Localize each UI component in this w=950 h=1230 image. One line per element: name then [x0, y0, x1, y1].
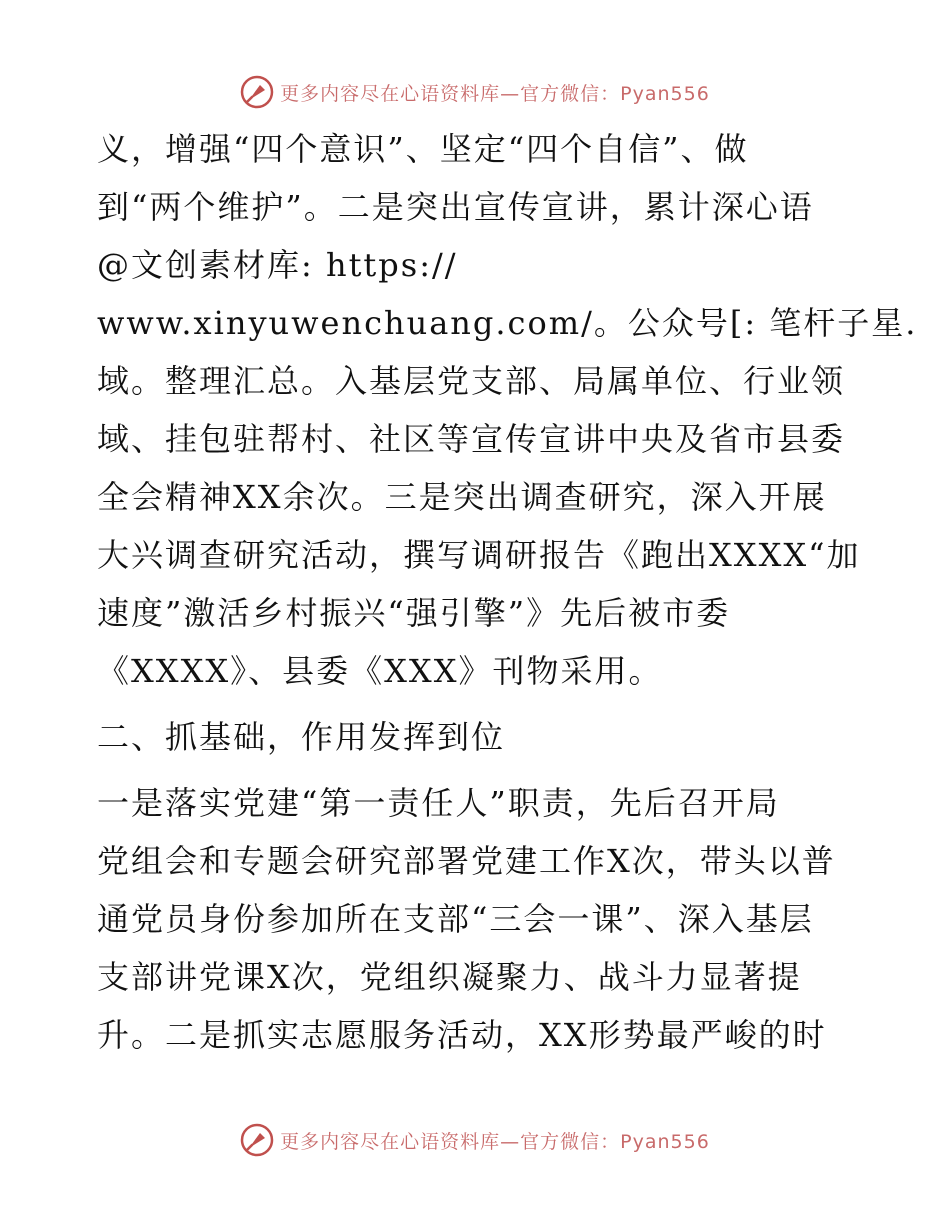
- text-line: 支部讲党课X次，党组织凝聚力、战斗力显著提: [97, 958, 802, 996]
- paragraph-1: [97, 120, 918, 700]
- text-line: 《XXXX》、县委《XXX》刊物采用。: [97, 652, 663, 690]
- text-line: 全会精神XX余次。三是突出调查研究，深入开展: [97, 478, 827, 516]
- text-line: 党组会和专题会研究部署党建工作X次，带头以普: [97, 842, 836, 880]
- text-line: 升。二是抓实志愿服务活动，XX形势最严峻的时: [97, 1016, 827, 1054]
- section-heading: 二、抓基础，作用发挥到位: [97, 718, 506, 756]
- footer-banner: [0, 1118, 950, 1162]
- document-body: [97, 120, 918, 1064]
- header-banner: [0, 70, 950, 114]
- banner-text: 更多内容尽在心语资料库—官方微信：Pyan556: [280, 82, 710, 105]
- pen-nib-icon: [240, 75, 274, 109]
- text-line: 大兴调查研究活动，撰写调研报告《跑出XXXX“加: [97, 536, 861, 574]
- text-line: @文创素材库: https://: [97, 246, 458, 284]
- text-line: 域、挂包驻帮村、社区等宣传宣讲中央及省市县委: [97, 420, 846, 458]
- text-line: 通党员身份参加所在支部“三会一课”、深入基层: [97, 900, 814, 938]
- text-line: 域。整理汇总。入基层党支部、局属单位、行业领: [97, 362, 846, 400]
- text-line: 到“两个维护”。二是突出宣传宣讲，累计深心语: [97, 188, 814, 226]
- paragraph-2: [97, 774, 867, 1064]
- text-line: www.xinyuwenchuang.com/。公众号[: 笔杆子星.: [97, 304, 918, 342]
- banner-text: 更多内容尽在心语资料库—官方微信：Pyan556: [280, 1130, 710, 1153]
- pen-nib-icon: [240, 1123, 274, 1157]
- text-line: 一是落实党建“第一责任人”职责，先后召开局: [97, 784, 780, 822]
- text-line: 义，增强“四个意识”、坚定“四个自信”、做: [97, 130, 749, 168]
- text-line: 速度”激活乡村振兴“强引擎”》先后被市委: [97, 594, 731, 632]
